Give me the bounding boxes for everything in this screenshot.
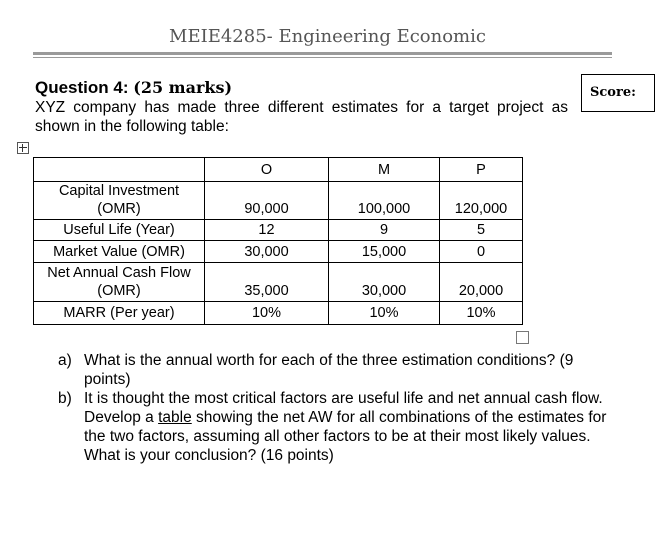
part-a xyxy=(58,351,618,389)
question-marks: (25 marks) xyxy=(133,78,233,97)
part-a-text: What is the annual worth for each of the three estimation conditions? (9 points) xyxy=(84,352,574,388)
part-a-label: a) xyxy=(58,352,72,369)
table-cell: 90,000 xyxy=(205,182,329,220)
table-cell: 20,000 xyxy=(440,263,523,302)
table-row xyxy=(34,263,523,302)
header-cell-pessimistic: P xyxy=(440,158,523,182)
row-label: Market Value (OMR) xyxy=(34,241,205,263)
part-b-text-after: showing the net AW for all combinations of the estimates for the two factors, assuming all other factors to be at their most likely values. What is your conclusion? (16 points) xyxy=(84,409,607,464)
table-cell: 30,000 xyxy=(329,263,440,302)
table-cell: 9 xyxy=(329,220,440,241)
question-intro: XYZ company has made three different estimates for a target project as shown in the following table: xyxy=(35,99,568,135)
score-label: Score: xyxy=(590,85,636,100)
table-cell: 15,000 xyxy=(329,241,440,263)
table-move-handle-icon[interactable] xyxy=(17,142,29,154)
header-cell-most-likely: M xyxy=(329,158,440,182)
part-b-label: b) xyxy=(58,390,72,407)
table-cell: 10% xyxy=(205,302,329,325)
row-label: Net Annual Cash Flow (OMR) xyxy=(34,263,205,302)
table-cell: 12 xyxy=(205,220,329,241)
header-cell-optimistic: O xyxy=(205,158,329,182)
table-cell: 120,000 xyxy=(440,182,523,220)
row-label: MARR (Per year) xyxy=(34,302,205,325)
score-box[interactable] xyxy=(581,74,655,112)
table-cell: 10% xyxy=(329,302,440,325)
estimates-table xyxy=(33,157,523,325)
part-b-table-word: table xyxy=(158,409,192,426)
question-title xyxy=(35,78,232,98)
part-b-text-before: It is thought the most critical factors are useful life and net annual cash flow. Develop a xyxy=(84,390,603,426)
question-parts xyxy=(58,351,618,465)
row-label: Useful Life (Year) xyxy=(34,220,205,241)
table-cell: 35,000 xyxy=(205,263,329,302)
part-b xyxy=(58,389,618,465)
table-cell: 100,000 xyxy=(329,182,440,220)
header-divider-thin xyxy=(33,57,612,58)
table-cell: 0 xyxy=(440,241,523,263)
table-cell: 30,000 xyxy=(205,241,329,263)
table-row xyxy=(34,182,523,220)
table-row xyxy=(34,302,523,325)
header-divider xyxy=(33,52,612,55)
table-header-row xyxy=(34,158,523,182)
table-resize-handle-icon[interactable] xyxy=(516,331,529,344)
table-row xyxy=(34,241,523,263)
row-label: Capital Investment (OMR) xyxy=(34,182,205,220)
header-cell-blank xyxy=(34,158,205,182)
table-cell: 10% xyxy=(440,302,523,325)
table-cell: 5 xyxy=(440,220,523,241)
question-number: Question 4: xyxy=(35,78,129,97)
table-row xyxy=(34,220,523,241)
course-header: MEIE4285- Engineering Economic xyxy=(169,26,486,47)
